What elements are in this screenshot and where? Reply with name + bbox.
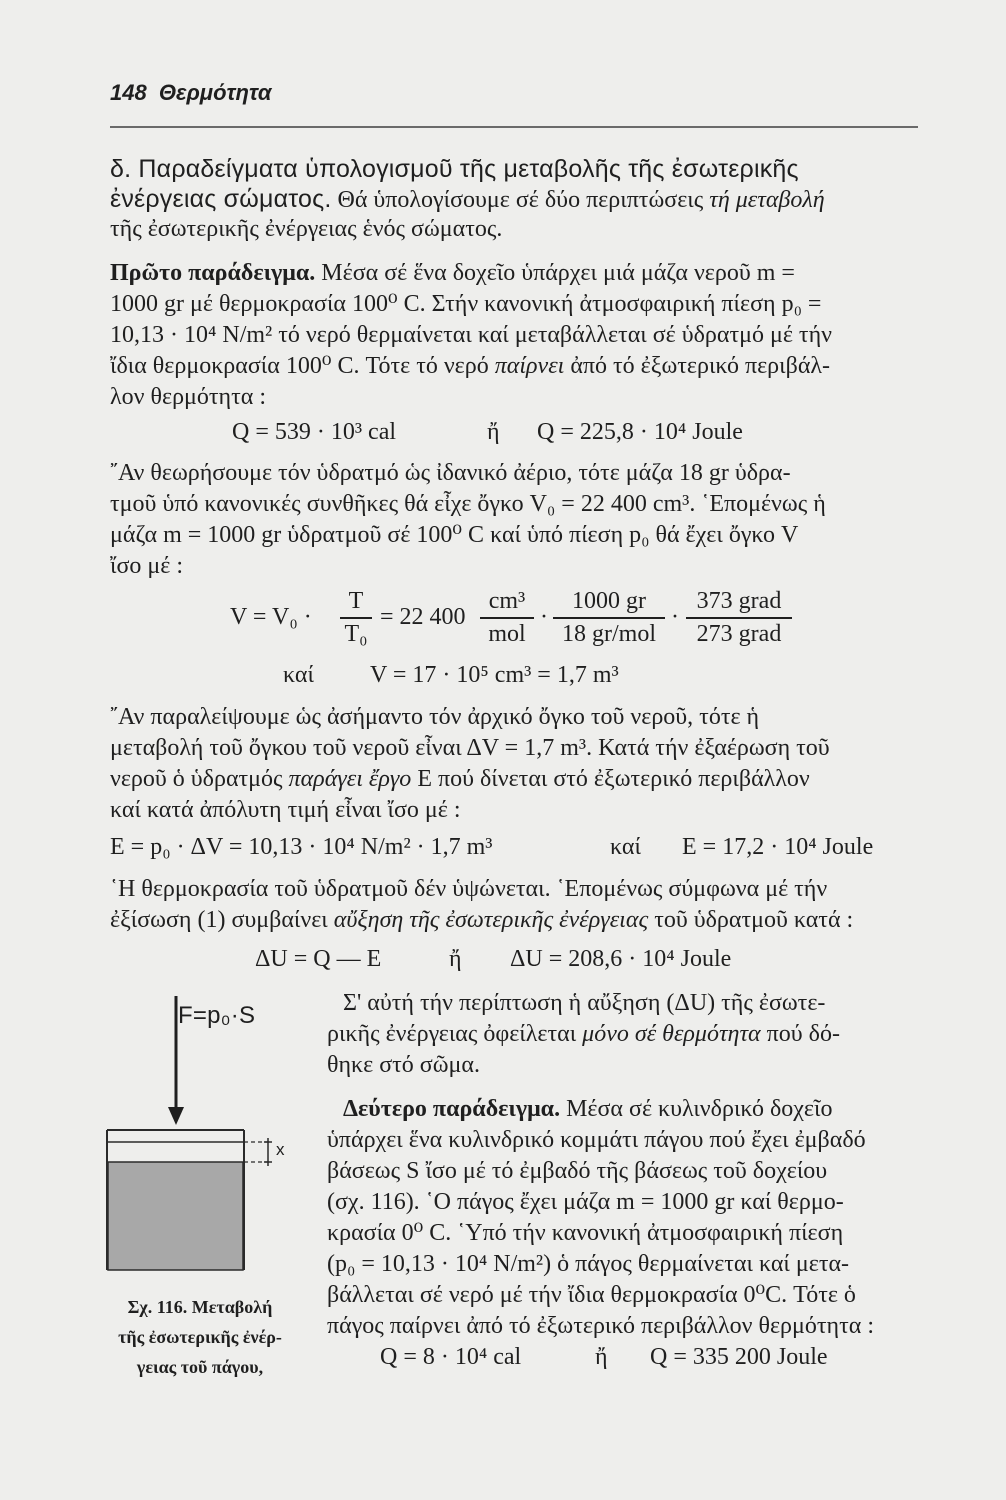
dot: · bbox=[540, 604, 548, 630]
figure-116-diagram bbox=[100, 990, 300, 1290]
paragraph-line: λον θερμότητα : bbox=[110, 384, 266, 410]
paragraph-line: κρασία 0⁰ C. ῾Υπό τήν κανονική ἀτμοσφαιρική πίεση bbox=[327, 1220, 844, 1246]
dot: · bbox=[671, 604, 679, 630]
paragraph-line: μάζα m = 1000 gr ὑδρατμοῦ σέ 100⁰ C καί ὑπό πίεση p₀ θά ἔχει ὄγκο V bbox=[110, 522, 799, 548]
equation-work: E = p₀ · ΔV = 10,13 · 10⁴ N/m² · 1,7 m³ bbox=[110, 834, 493, 860]
fraction-t-over-t0: T T₀ bbox=[340, 588, 372, 648]
page-number: 148 bbox=[110, 80, 147, 105]
paragraph-line: πάγος παίρνει ἀπό τό ἐξωτερικό περιβάλλον θερμότητα : bbox=[327, 1313, 874, 1339]
paragraph-line: ῾Η θερμοκρασία τοῦ ὑδρατμοῦ δέν ὑψώνεται. ῾Επομένως σύμφωνα μέ τήν bbox=[110, 876, 828, 902]
equation-kai: καί bbox=[610, 834, 641, 860]
equation-q-joule: Q = 225,8 · 10⁴ Joule bbox=[537, 419, 743, 445]
paragraph-line: 1000 gr μέ θερμοκρασία 100⁰ C. Στήν κανονική ἀτμοσφαιρική πίεση p₀ = bbox=[110, 291, 822, 317]
paragraph-line: τῆς ἐσωτερικῆς ἐνέργειας ἑνός σώματος. bbox=[110, 216, 503, 242]
paragraph-line: μεταβολή τοῦ ὄγκου τοῦ νεροῦ εἶναι ΔV = 1,7 m³. Κατά τήν ἐξαέρωση τοῦ bbox=[110, 735, 830, 761]
equation-or: ἤ bbox=[595, 1344, 608, 1370]
equation-kai: καί bbox=[283, 662, 314, 688]
paragraph-line: ρικῆς ἐνέργειας ὀφείλεται μόνο σέ θερμότητα πού δό- bbox=[327, 1021, 840, 1047]
force-label: F=p₀·S bbox=[178, 1002, 256, 1029]
fraction-temperature: 373 grad 273 grad bbox=[686, 588, 792, 648]
x-label: x bbox=[276, 1140, 285, 1159]
paragraph-line: ῎Αν παραλείψουμε ὡς ἀσήμαντο τόν ἀρχικό ὄγκο τοῦ νεροῦ, τότε ἡ bbox=[110, 704, 760, 730]
paragraph-line: (σχ. 116). ῾Ο πάγος ἔχει μάζα m = 1000 gr καί θερμο- bbox=[327, 1189, 844, 1215]
equation-or: ἤ bbox=[449, 946, 462, 972]
page-header bbox=[110, 80, 272, 106]
ice-block bbox=[108, 1162, 243, 1270]
paragraph-line: καί κατά ἀπόλυτη τιμή εἶναι ἴσο μέ : bbox=[110, 797, 461, 823]
section-title-line2: ἐνέργειας σώματος. Θά ὑπολογίσουμε σέ δύο περιπτώσεις τή μεταβολή bbox=[110, 185, 825, 213]
equation-volume-lhs: V = V₀ · bbox=[230, 604, 312, 630]
equation-q-cal: Q = 539 · 10³ cal bbox=[232, 419, 397, 445]
paragraph-line: βάλλεται σέ νερό μέ τήν ἴδια θερμοκρασία 0⁰C. Τότε ὁ bbox=[327, 1282, 856, 1308]
equation-heat-joule: Q = 335 200 Joule bbox=[650, 1344, 828, 1370]
paragraph-line: ἴδια θερμοκρασία 100⁰ C. Τότε τό νερό παίρνει ἀπό τό ἐξωτερικό περιβάλ- bbox=[110, 353, 831, 379]
equation-delta-u-result: ΔU = 208,6 · 10⁴ Joule bbox=[510, 946, 732, 972]
paragraph-line: βάσεως S ἴσο μέ τό ἐμβαδό τῆς βάσεως τοῦ δοχείου bbox=[327, 1158, 828, 1184]
section-title: δ. Παραδείγματα ὑπολογισμοῦ τῆς μεταβολῆς τῆς ἐσωτερικῆς bbox=[110, 155, 799, 183]
fraction-mass-over-molar: 1000 gr 18 gr/mol bbox=[553, 588, 665, 648]
equation-heat-cal: Q = 8 · 10⁴ cal bbox=[380, 1344, 522, 1370]
figure-caption: Σχ. 116. Μεταβολή τῆς ἐσωτερικῆς ἐνέρ- γειας τοῦ πάγου, bbox=[118, 1297, 282, 1377]
equation-delta-u: ΔU = Q — E bbox=[255, 946, 382, 972]
paragraph-line: νεροῦ ὁ ὑδρατμός παράγει ἔργο E πού δίνεται στό ἐξωτερικό περιβάλλον bbox=[110, 766, 810, 792]
paragraph-line: (p₀ = 10,13 · 10⁴ N/m²) ὁ πάγος θερμαίνεται καί μετα- bbox=[327, 1251, 850, 1277]
paragraph-line: τμοῦ ὑπό κανονικές συνθῆκες θά εἶχε ὄγκο V₀ = 22 400 cm³. ῾Επομένως ἡ bbox=[110, 491, 826, 517]
equation-or: ἤ bbox=[487, 419, 500, 445]
force-arrow-head bbox=[168, 1107, 184, 1125]
equation-volume-result: V = 17 · 10⁵ cm³ = 1,7 m³ bbox=[370, 662, 619, 688]
running-title: Θερμότητα bbox=[158, 80, 272, 105]
fraction-cm3-per-mol: cm³ mol bbox=[480, 588, 534, 648]
paragraph-line: 10,13 · 10⁴ N/m² τό νερό θερμαίνεται καί μεταβάλλεται σέ ὑδρατμό μέ τήν bbox=[110, 322, 832, 348]
paragraph-line: ἐξίσωση (1) συμβαίνει αὔξηση τῆς ἐσωτερικῆς ἐνέργειας τοῦ ὑδρατμοῦ κατά : bbox=[110, 907, 854, 933]
paragraph-line: ὑπάρχει ἕνα κυλινδρικό κομμάτι πάγου πού ἔχει ἐμβαδό bbox=[327, 1127, 866, 1153]
equation-volume-mid: = 22 400 bbox=[380, 604, 466, 630]
header-rule bbox=[110, 126, 918, 128]
paragraph-line: Σ' αὐτή τήν περίπτωση ἡ αὔξηση (ΔU) τῆς ἐσωτε- bbox=[343, 990, 826, 1016]
example1-heading-line: Πρῶτο παράδειγμα. Μέσα σέ ἕνα δοχεῖο ὑπάρχει μιά μάζα νεροῦ m = bbox=[110, 260, 795, 286]
paragraph-line: ῎Αν θεωρήσουμε τόν ὑδρατμό ὡς ἰδανικό ἀέριο, τότε μάζα 18 gr ὑδρα- bbox=[110, 460, 791, 486]
equation-work-result: E = 17,2 · 10⁴ Joule bbox=[682, 834, 874, 860]
paragraph-line: θηκε στό σῶμα. bbox=[327, 1052, 480, 1078]
example2-heading-line: Δεύτερο παράδειγμα. Μέσα σέ κυλινδρικό δοχεῖο bbox=[343, 1096, 833, 1122]
paragraph-line: ἴσο μέ : bbox=[110, 553, 184, 579]
